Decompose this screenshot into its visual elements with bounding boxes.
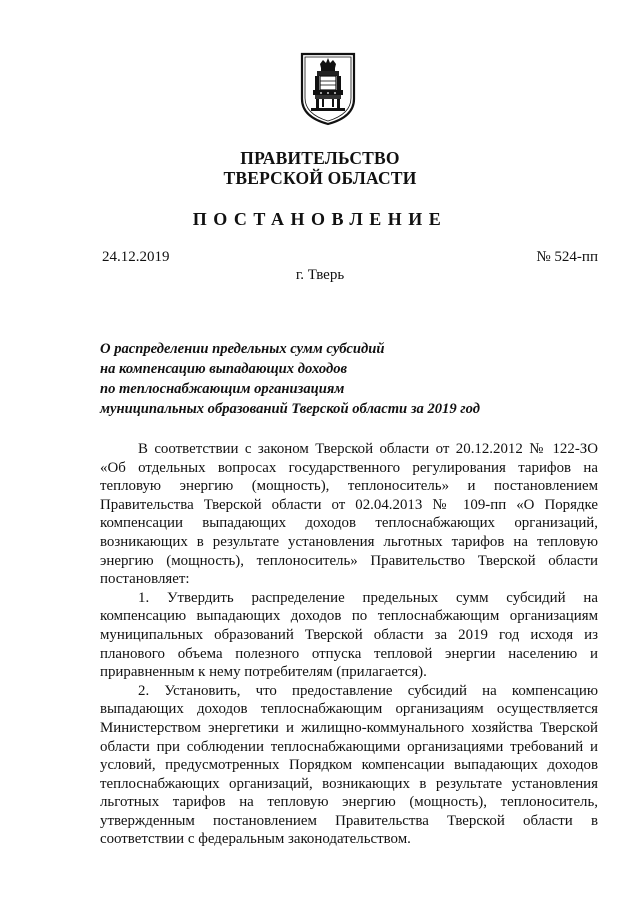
document-city: г. Тверь xyxy=(295,267,345,283)
body-paragraph-item-1: 1. Утвердить распределение предельных сумм субсидий на компенсацию выпадающих доходов по теплоснабжающим организациям муниципальных образований Тверской области за 2019 год исходя из планового объема полезного отпуска тепловой энергии населению и приравненным к нему потребителям (прилагается). xyxy=(100,589,598,681)
subject-line: по теплоснабжающим организациям xyxy=(100,381,345,397)
document-subject xyxy=(100,339,600,419)
document-number: № 524-пп xyxy=(536,249,598,265)
document-body xyxy=(100,440,598,849)
subject-line: муниципальных образований Тверской области за 2019 год xyxy=(100,401,481,417)
body-paragraph-item-2: 2. Установить, что предоставление субсидий на компенсацию выпадающих доходов теплоснабжающим организациям осуществляется Министерством энергетики и жилищно-коммунального хозяйства Тверской области при соблюдении теплоснабжающими организациями требований и условий, предусмотренных Порядком компенсации выпадающих доходов теплоснабжающих организаций, возникающих в результате установления льготных тарифов на тепловую энергию (мощность), теплоноситель, утвержденным постановлением Правительства Тверской области в соответствии с федеральным законодательством. xyxy=(100,682,598,848)
subject-line: на компенсацию выпадающих доходов xyxy=(100,361,348,377)
coat-of-arms-icon xyxy=(299,51,357,127)
document-date: 24.12.2019 xyxy=(102,249,170,265)
government-title-line1: ПРАВИТЕЛЬСТВО xyxy=(240,148,400,168)
body-paragraph-preamble: В соответствии с законом Тверской области от 20.12.2012 № 122-ЗО «Об отдельных вопросах государственного регулирования тарифов на тепловую энергию (мощность), теплоноситель» и постановлением Правительства Тверской области от 02.04.2013 № 109-пп «О Порядке компенсации выпадающих доходов теплоснабжающих организаций, возникающих в результате установления льготных тарифов на тепловую энергию (мощность), теплоноситель» Правительство Тверской области постановляет: xyxy=(100,441,598,588)
government-title-line2: ТВЕРСКОЙ ОБЛАСТИ xyxy=(223,168,417,188)
document-type-heading: ПОСТАНОВЛЕНИЕ xyxy=(192,209,448,229)
government-title xyxy=(0,148,640,188)
subject-line: О распределении предельных сумм субсидий xyxy=(100,341,385,357)
